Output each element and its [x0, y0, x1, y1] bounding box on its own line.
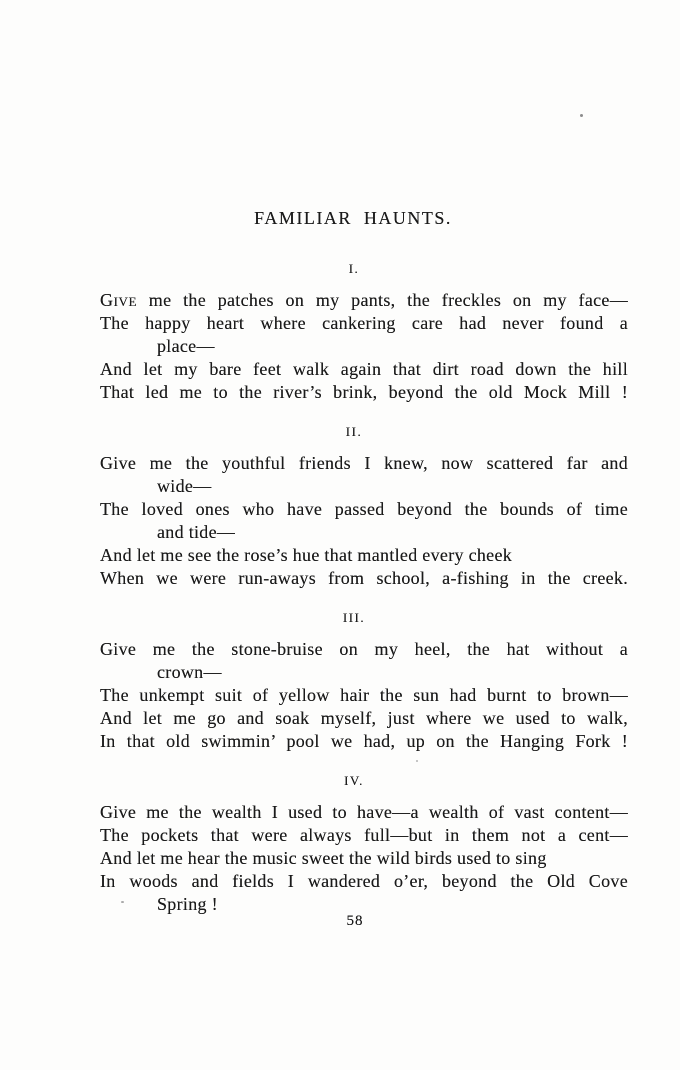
poem-line: When we were run-aways from school, a-fishing in the creek.	[100, 568, 628, 588]
stanza-1-numeral: I.	[348, 261, 360, 276]
scan-speck	[121, 901, 124, 903]
poem-line: In that old swimmin’ pool we had, up on the Hanging Fork !	[100, 731, 628, 751]
poem-line: And let me hear the music sweet the wild birds used to sing	[100, 848, 547, 868]
poem-line: Give me the youthful friends I knew, now scattered far and	[100, 453, 628, 473]
poem-line: The unkempt suit of yellow hair the sun had burnt to brown—	[100, 685, 628, 705]
stanza-3	[100, 610, 628, 753]
poem-line: The pockets that were always full—but in them not a cent—	[100, 825, 628, 845]
poem-line: That led me to the river’s brink, beyond the old Mock Mill !	[100, 382, 628, 402]
poem-line: Give me the wealth I used to have—a wealth of vast content—	[100, 802, 628, 822]
scan-speck	[416, 760, 418, 762]
stanza-3-numeral: III.	[342, 610, 366, 625]
poem-line: crown—	[157, 662, 222, 682]
poem-line: wide—	[157, 476, 212, 496]
poem-body	[100, 207, 628, 936]
poem-line: And let me go and soak myself, just where we used to walk,	[100, 708, 628, 728]
stanza-1	[100, 261, 628, 404]
page-number: 58	[346, 913, 364, 929]
poem-line: The happy heart where cankering care had never found a	[100, 313, 628, 333]
poem-line: In woods and fields I wandered o’er, beyond the Old Cove	[100, 871, 628, 891]
poem-line-text: me the patches on my pants, the freckles on my face—	[137, 290, 628, 310]
stanza-4	[100, 773, 628, 916]
poem-title: FAMILIAR HAUNTS.	[254, 208, 452, 228]
opening-word: Give	[100, 290, 138, 310]
poem-line: And let me see the rose’s hue that mantled every cheek	[100, 545, 513, 565]
poem-line: And let my bare feet walk again that dirt road down the hill	[100, 359, 628, 379]
stanza-4-numeral: IV.	[344, 773, 364, 788]
poem-line: and tide—	[157, 522, 236, 542]
poem-line: Give me the stone-bruise on my heel, the hat without a	[100, 639, 628, 659]
stanza-2	[100, 424, 628, 590]
poem-line: The loved ones who have passed beyond the bounds of time	[100, 499, 628, 519]
scan-speck	[580, 114, 583, 117]
poem-line: place—	[157, 336, 215, 356]
poem-line: Spring !	[157, 894, 218, 914]
stanza-2-numeral: II.	[345, 424, 363, 439]
poem-line	[100, 289, 628, 312]
